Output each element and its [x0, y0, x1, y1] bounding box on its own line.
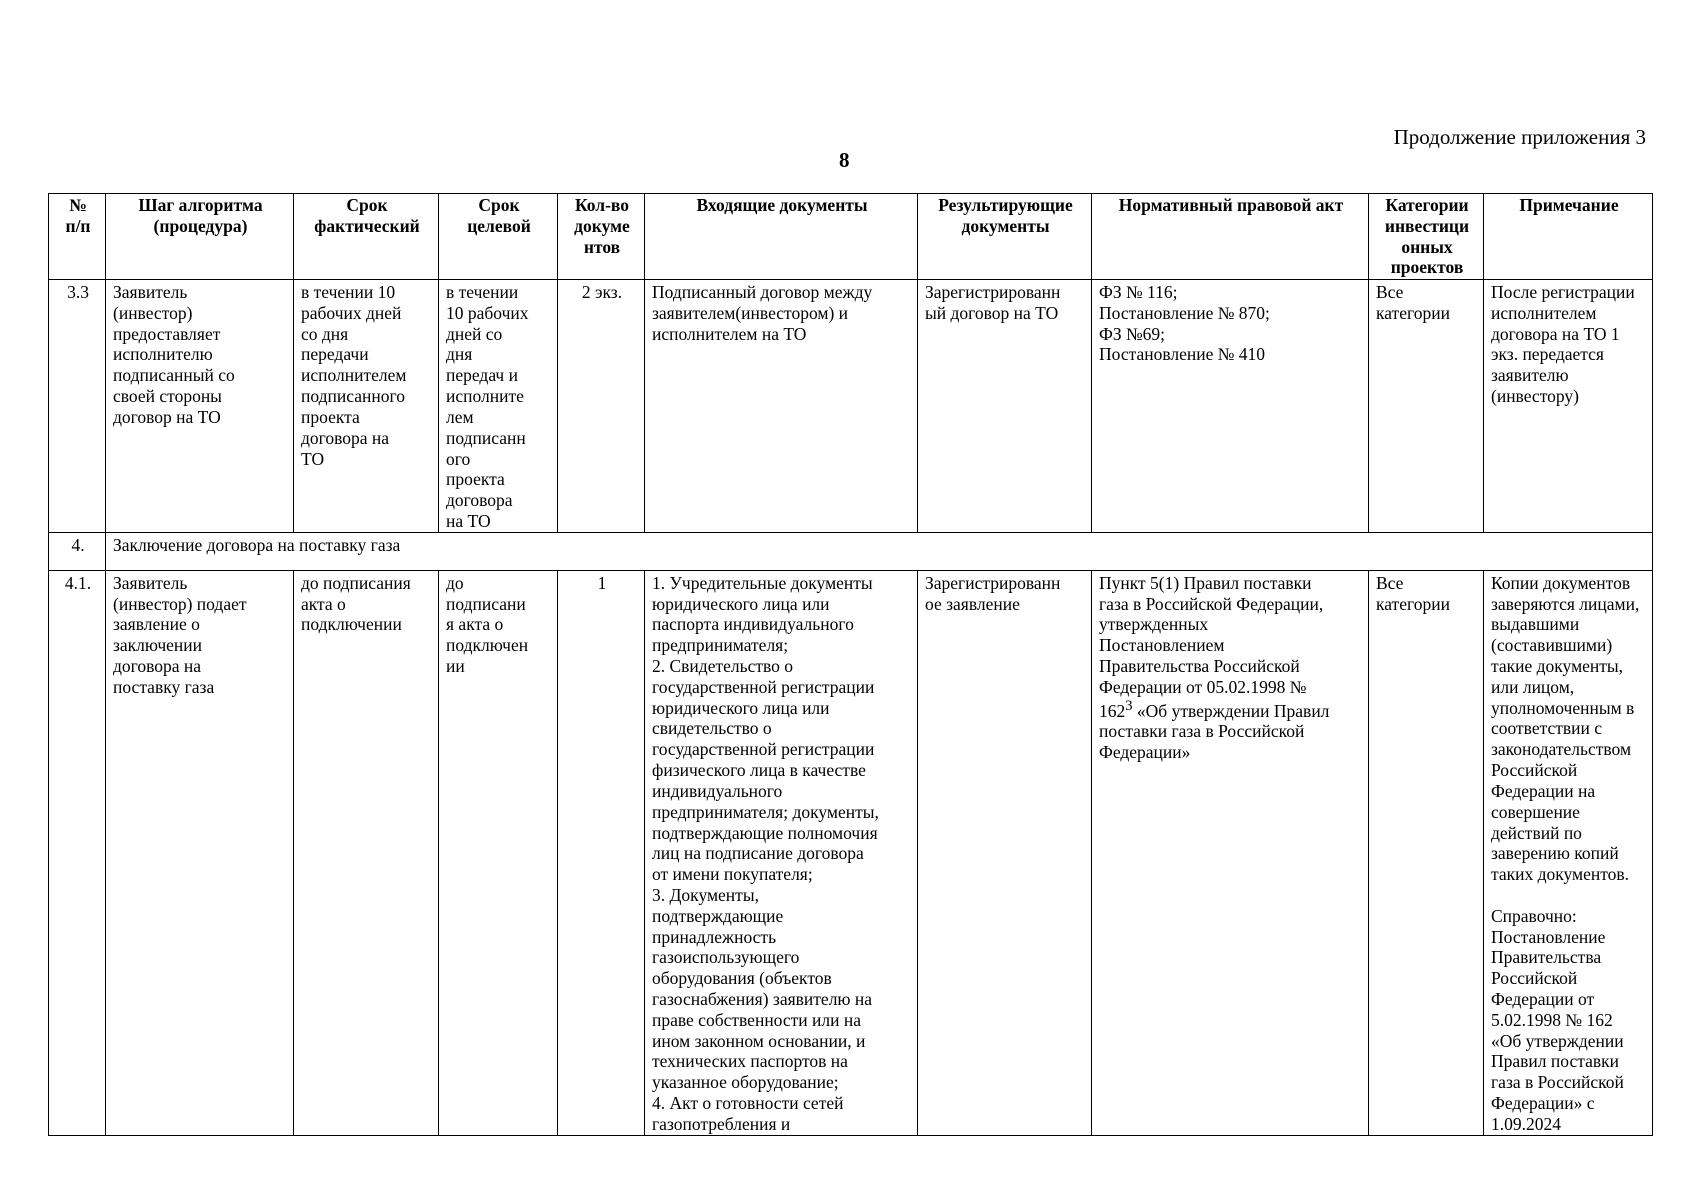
category-cell: Все категории	[1369, 570, 1484, 1135]
category-cell: Все категории	[1369, 280, 1484, 533]
term-target-cell: в течении 10 рабочих дней со дня передач и исполните лем подписанн ого проекта договора на ТО	[439, 280, 558, 533]
step-cell: Заявитель (инвестор) предоставляет исполнителю подписанный со своей стороны договор на ТО	[106, 280, 294, 533]
legal-act-cell: ФЗ № 116; Постановление № 870; ФЗ №69; Постановление № 410	[1092, 280, 1369, 533]
col-header-legal-act: Нормативный правовой акт	[1092, 194, 1369, 280]
col-header-doc-count: Кол-во докуме нтов	[558, 194, 645, 280]
resulting-docs-cell: Зарегистрированн ое заявление	[918, 570, 1092, 1135]
legal-act-title: «Об утверждении Правил поставки газа в Российской Федерации»	[1099, 700, 1330, 763]
col-header-term-actual: Срок фактический	[294, 194, 439, 280]
row-number: 4.1.	[49, 570, 106, 1135]
doc-count-cell: 1	[558, 570, 645, 1135]
incoming-docs-cell: 1. Учредительные документы юридического лица или паспорта индивидуального предпринимателя; 2. Свидетельство о государственной регистрации юридического лица или свидетельство о государственной регистрации физического лица в качестве индивидуального предпринимателя; документы, подтверждающие полномочия лиц на подписание договора от имени покупателя; 3. Документы, подтверждающие принадлежность газоиспользующего оборудования (объектов газоснабжения) заявителю на праве собственности или на ином законном основании, и технических паспортов на указанное оборудование; 4. Акт о готовности сетей газопотребления и	[645, 570, 918, 1135]
col-header-incoming-docs: Входящие документы	[645, 194, 918, 280]
legal-act-text: Пункт 5(1) Правил поставки газа в Российской Федерации, утвержденных Постановлением Правительства Российской Федерации от 05.02.1998 № 162	[1099, 572, 1324, 721]
section-row	[49, 532, 1653, 570]
page-number: 8	[839, 148, 850, 172]
step-cell: Заявитель (инвестор) подает заявление о заключении договора на поставку газа	[106, 570, 294, 1135]
table-row	[49, 280, 1653, 533]
col-header-number: № п/п	[49, 194, 106, 280]
footnote-marker: 3	[1125, 697, 1133, 714]
col-header-term-target: Срок целевой	[439, 194, 558, 280]
continuation-label: Продолжение приложения 3	[1393, 125, 1646, 149]
row-number: 4.	[49, 532, 106, 570]
col-header-resulting-docs: Результирующие документы	[918, 194, 1092, 280]
section-title: Заключение договора на поставку газа	[106, 532, 1653, 570]
table-header-row	[49, 194, 1653, 280]
doc-count-cell: 2 экз.	[558, 280, 645, 533]
note-cell: После регистрации исполнителем договора на ТО 1 экз. передается заявителю (инвестору)	[1484, 280, 1653, 533]
table-row	[49, 570, 1653, 1135]
algorithm-table	[48, 193, 1653, 1136]
resulting-docs-cell: Зарегистрированн ый договор на ТО	[918, 280, 1092, 533]
incoming-docs-cell: Подписанный договор между заявителем(инвестором) и исполнителем на ТО	[645, 280, 918, 533]
col-header-category: Категории инвестици онных проектов	[1369, 194, 1484, 280]
term-actual-cell: в течении 10 рабочих дней со дня передачи исполнителем подписанного проекта договора на ТО	[294, 280, 439, 533]
note-cell: Копии документов заверяются лицами, выдавшими (составившими) такие документы, или лицом, уполномоченным в соответствии с законодательством Российской Федерации на совершение действий по заверению копий таких документов. Справочно: Постановление Правительства Российской Федерации от 5.02.1998 № 162 «Об утверждении Правил поставки газа в Российской Федерации» с 1.09.2024	[1484, 570, 1653, 1135]
col-header-note: Примечание	[1484, 194, 1653, 280]
row-number: 3.3	[49, 280, 106, 533]
term-actual-cell: до подписания акта о подключении	[294, 570, 439, 1135]
term-target-cell: до подписани я акта о подключен ии	[439, 570, 558, 1135]
col-header-step: Шаг алгоритма (процедура)	[106, 194, 294, 280]
legal-act-cell	[1092, 570, 1369, 1135]
